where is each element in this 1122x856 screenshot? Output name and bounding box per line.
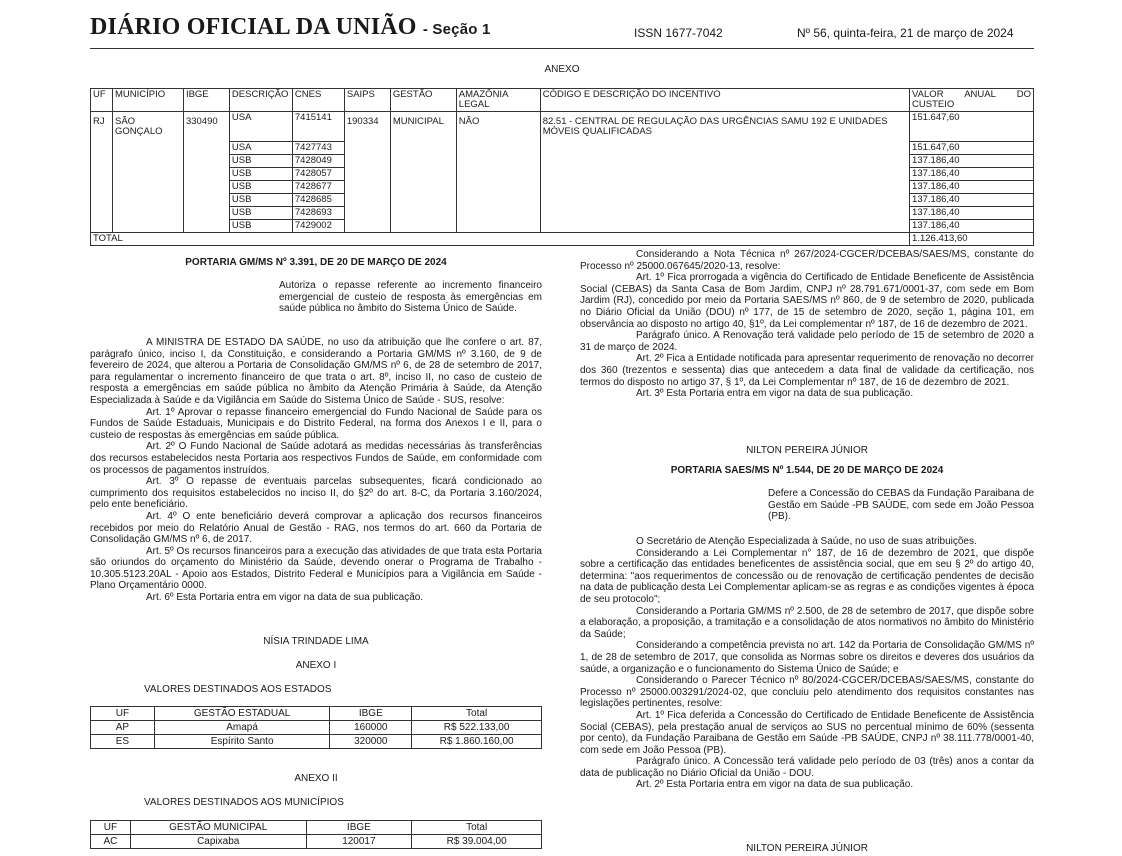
ementa: Defere a Concessão do CEBAS da Fundação Paraibana de Gestão em Saúde -PB SAÚDE, com sede em João Pessoa (PB). [768,488,1034,523]
table-row [91,207,1034,220]
total-label: TOTAL [91,233,910,246]
paragraph: Considerando a Nota Técnica nº 267/2024-CGCER/DCEBAS/SAES/MS, constante do Processo nº 25000.067645/2020-13, resolve: [580,249,1034,272]
table-row [91,155,1034,168]
col-header: Total [412,707,542,721]
cell-valor: 137.186,40 [910,155,1034,168]
paragraph: Art. 1º Aprovar o repasse financeiro emergencial do Fundo Nacional de Saúde para os Fundos de Saúde Estaduais, Municipais e do Distrito Federal, na forma dos Anexos I e II, para o custeio de respostas às emergências em saúde pública. [90,406,542,441]
cell-desc: USB [229,220,292,233]
table-row [91,142,1034,155]
cell: R$ 522.133,00 [412,721,542,735]
col-header: GESTÃO [390,89,456,112]
paragraph: Art. 5º Os recursos financeiros para a execução das atividades de que trata esta Portaria são oriundos do orçamento do Ministério da Saúde, devendo onerar o Programa de Trabalho - 10.305.5123.20AL - Apoio aos Estados, Distrito Federal e Municípios para a Vigilância em Saúde - Plano Orçamentário 0000. [90,545,542,592]
table-row [91,168,1034,181]
col-header: GESTÃO ESTADUAL [154,707,330,721]
col-header: IBGE [330,707,412,721]
cell-cnes: 7428693 [292,207,344,220]
annex2-subtitle: VALORES DESTINADOS AOS MUNICÍPIOS [144,797,344,808]
cell-cnes: 7428677 [292,181,344,194]
cell-desc: USB [229,168,292,181]
annex1-subtitle: VALORES DESTINADOS AOS ESTADOS [144,684,332,695]
cell-valor: 151.647,60 [910,112,1034,142]
paragraph: O Secretário de Atenção Especializada à Saúde, no uso de suas atribuições. [636,536,977,547]
cell-incentivo: 82.51 - CENTRAL DE REGULAÇÃO DAS URGÊNCIAS SAMU 192 E UNIDADES MÓVEIS QUALIFICADAS [540,112,909,142]
cell-valor: 137.186,40 [910,220,1034,233]
cell-desc: USA [229,112,292,142]
cell-valor: 137.186,40 [910,181,1034,194]
total-value: 1.126.413,60 [910,233,1034,246]
signature: NÍSIA TRINDADE LIMA [263,636,369,647]
cell-desc: USB [229,207,292,220]
cell-cnes: 7428057 [292,168,344,181]
table-row [91,220,1034,233]
col-header: CNES [292,89,344,112]
cell: 120017 [306,835,412,849]
paragraph: Considerando a Lei Complementar n° 187, de 16 de dezembro de 2021, que dispõe sobre a certificação das entidades beneficentes de assistência social, que em seu § 2º do artigo 40, determina: "aos requerimentos de concessão ou de renovação de certificação pendentes de decisão na data de publicação desta Lei Complementar aplicam-se as regras e as condições vigentes à época de seu protocolo"; [580,547,1034,605]
paragraph: Parágrafo único. A Renovação terá validade pelo período de 15 de setembro de 2020 a 31 de março de 2024. [580,330,1034,353]
col-header: MUNICÍPIO [112,89,183,112]
cell-valor: 137.186,40 [910,168,1034,181]
paragraph: Art. 3º O repasse de eventuais parcelas subsequentes, ficará condicionado ao cumprimento dos requisitos estabelecidos no inciso II, do §2º do art. 8-C, da Portaria 3.160/2024, pelo ente beneficiário. [90,476,542,511]
paragraph: Art. 3º Esta Portaria entra em vigor na data de sua publicação. [636,388,914,400]
cell-gestao: MUNICIPAL [390,112,456,142]
signature: NILTON PEREIRA JÚNIOR [746,843,868,854]
col-header: UF [91,89,113,112]
paragraph: A MINISTRA DE ESTADO DA SAÚDE, no uso da atribuição que lhe confere o art. 87, parágrafo único, inciso I, da Constituição, e considerando a Portaria GM/MS nº 3.160, de 9 de fevereiro de 2024, que alterou a Portaria de Consolidação GM/MS nº 6, de 28 de setembro de 2017, para regulamentar o incremento financeiro de que trata o art. 8º, inciso II, no caso de custeio de resposta a emergências em saúde pública no âmbito da Atenção Primária à Saúde, da Atenção Especializada à Saúde e da Vigilância em Saúde do Sistema Único de Saúde - SUS, resolve: [90,337,542,406]
col-header: AMAZÔNIA LEGAL [456,89,540,112]
table-row [91,181,1034,194]
paragraph: Art. 2º Fica a Entidade notificada para apresentar requerimento de renovação no decorrer dos 360 (trezentos e sessenta) dias que antecedem a data final de validade da certificação, nos termos do disposto no artigo 37, § 1º, da Lei Complementar nº 187, de 16 de dezembro de 2021. [580,353,1034,388]
table-row [91,721,542,735]
paragraph: Parágrafo único. A Concessão terá validade pelo período de 03 (três) anos a contar da data de publicação no Diário Oficial da União - DOU. [580,756,1034,779]
cell: AP [91,721,155,735]
cell-valor: 137.186,40 [910,207,1034,220]
col-header: VALOR ANUAL DO CUSTEIO [910,89,1034,112]
right-body-b [580,536,1034,791]
annex-header-row [91,89,1034,112]
cell: R$ 1.860.160,00 [412,735,542,749]
cell-cnes: 7429002 [292,220,344,233]
paragraph: Art. 6º Esta Portaria entra em vigor na data de sua publicação. [146,592,424,604]
cell-valor: 137.186,40 [910,194,1034,207]
signature: NILTON PEREIRA JÚNIOR [746,445,868,456]
col-header: UF [91,707,155,721]
cell-saips: 190334 [344,112,390,142]
col-header: SAIPS [344,89,390,112]
col-header: DESCRIÇÃO [229,89,292,112]
newspaper-title [90,14,491,41]
cell-desc: USB [229,181,292,194]
col-header: UF [91,821,131,835]
cell-valor: 151.647,60 [910,142,1034,155]
table-header-row [91,707,542,721]
right-body-a [580,249,1034,400]
ementa: Autoriza o repasse referente ao incremento financeiro emergencial de custeio de resposta às emergências em saúde pública no âmbito do Sistema Único de Saúde. [279,280,542,315]
table-header-row [91,821,542,835]
col-header: GESTÃO MUNICIPAL [130,821,306,835]
paragraph: Considerando a competência prevista no art. 142 da Portaria de Consolidação GM/MS nº 1, de 28 de setembro de 2017, que consolida as Normas sobre os direitos e deveres dos usuários da saúde, a organização e o funcionamento do Sistema Único de Saúde; e [580,640,1034,675]
annex2-table [90,820,542,849]
cell-ibge: 330490 [183,112,229,142]
annex-title: ANEXO [544,64,580,75]
portaria-title: PORTARIA GM/MS Nº 3.391, DE 20 DE MARÇO DE 2024 [185,257,447,268]
paragraph: Art. 1º Fica prorrogada a vigência do Certificado de Entidade Beneficente de Assistência Social (CEBAS) da Santa Casa de Bom Jardim, CNPJ nº 28.791.671/0001-37, com sede em Bom Jardim (RJ), concedido por meio da Portaria SAES/MS nº 860, de 9 de setembro de 2020, publicada no Diário Oficial da União (DOU) nº 177, de 15 de setembro de 2020, seção 1, página 101, em observância ao disposto no artigo 40, §1º, da Lei complementar nº 187, de 16 de dezembro de 2021. [580,272,1034,330]
paragraph: Art. 2º Esta Portaria entra em vigor na data de sua publicação. [636,779,914,791]
cell-cnes: 7428049 [292,155,344,168]
table-row [91,194,1034,207]
cell-cnes: 7427743 [292,142,344,155]
cell: Amapá [154,721,330,735]
cell: Espírito Santo [154,735,330,749]
cell-amazonia: NÃO [456,112,540,142]
header-divider [90,48,1034,49]
cell: 160000 [330,721,412,735]
title-text: DIÁRIO OFICIAL DA UNIÃO [90,14,417,40]
cell: R$ 39.004,00 [412,835,542,849]
paragraph: Considerando o Parecer Técnico nº 80/2024-CGCER/DCEBAS/SAES/MS, constante do Processo nº 25000.003291/2024-02, que concluiu pelo atendimento dos requisitos constantes nas legislações pertinentes, resolve: [580,675,1034,710]
col-header: CÓDIGO E DESCRIÇÃO DO INCENTIVO [540,89,909,112]
table-row [91,835,542,849]
cell-desc: USB [229,155,292,168]
cell-cnes: 7415141 [292,112,344,142]
cell: ES [91,735,155,749]
annex1-table [90,706,542,749]
cell-desc: USA [229,142,292,155]
cell: 320000 [330,735,412,749]
issue-date: Nº 56, quinta-feira, 21 de março de 2024 [797,26,1014,40]
annex-table [90,88,1034,246]
table-row [91,735,542,749]
paragraph: Art. 4º O ente beneficiário deverá comprovar a aplicação dos recursos financeiros recebidos por meio do Relatório Anual de Gestão - RAG, nos termos do art. 660 da Portaria de Consolidação GM/MS nº 6, de 2017. [90,510,542,546]
cell-desc: USB [229,194,292,207]
cell: AC [91,835,131,849]
cell-municipio: SÃO GONÇALO [112,112,183,142]
total-row [91,233,1034,246]
paragraph: Art. 2º O Fundo Nacional de Saúde adotará as medidas necessárias às transferências dos recursos estabelecidos nesta Portaria aos respectivos Fundos de Saúde, em conformidade com os processos de pagamentos instruídos. [90,441,542,476]
paragraph: Art. 1º Fica deferida a Concessão do Certificado de Entidade Beneficente de Assistência Social (CEBAS), pela prestação anual de serviços ao SUS no percentual mínimo de 60% (sessenta por cento), da Fundação Paraibana de Gestão em Saúde -PB SAÚDE, CNPJ nº 38.111.778/0001-40, com sede em João Pessoa (PB). [580,709,1034,756]
col-header: Total [412,821,542,835]
section-label: - Seção 1 [422,21,491,38]
col-header: IBGE [183,89,229,112]
paragraph: Considerando a Portaria GM/MS nº 2.500, de 28 de setembro de 2017, que dispõe sobre a elaboração, a proposição, a tramitação e a consolidação de atos normativos no âmbito do Ministério da Saúde; [580,605,1034,640]
issn: ISSN 1677-7042 [634,26,723,40]
annex1-title: ANEXO I [295,660,337,671]
col-header: IBGE [306,821,412,835]
cell-cnes: 7428685 [292,194,344,207]
portaria-title: PORTARIA SAES/MS Nº 1.544, DE 20 DE MARÇO DE 2024 [670,465,944,476]
cell: Capixaba [130,835,306,849]
left-body [90,337,542,604]
cell-uf: RJ [91,112,113,142]
table-row [91,112,1034,142]
annex2-title: ANEXO II [294,773,338,784]
